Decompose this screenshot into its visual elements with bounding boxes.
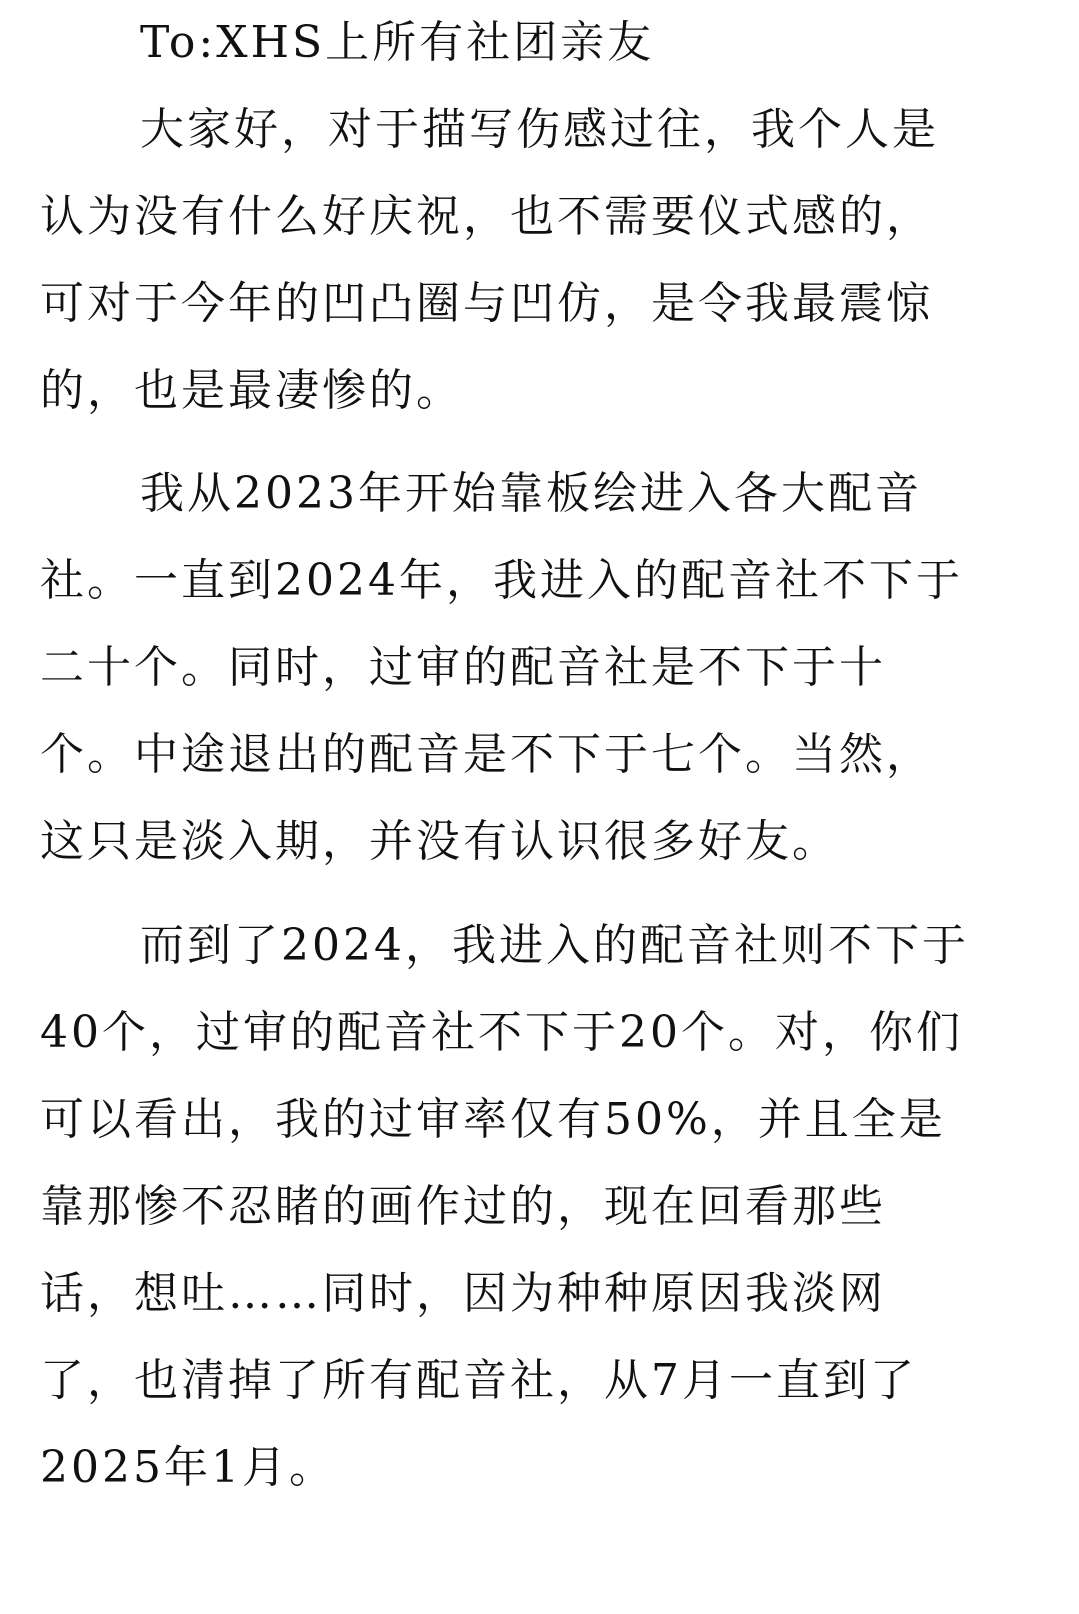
letter-salutation: To:XHS上所有社团亲友 xyxy=(140,17,655,68)
letter-line-10: 而到了2024，我进入的配音社则不下于 xyxy=(140,920,969,971)
letter-line-9: 这只是淡入期，并没有认识很多好友。 xyxy=(40,816,839,867)
letter-line-12: 可以看出，我的过审率仅有50%，并且全是 xyxy=(40,1094,946,1145)
letter-line-3: 可对于今年的凹凸圈与凹仿，是令我最震惊 xyxy=(40,278,933,329)
letter-line-13: 靠那惨不忍睹的画作过的，现在回看那些 xyxy=(40,1181,886,1232)
letter-line-15: 了，也清掉了所有配音社，从7月一直到了 xyxy=(40,1355,917,1406)
letter-line-2: 认为没有什么好庆祝，也不需要仪式感的， xyxy=(40,191,933,242)
letter-line-8: 个。中途退出的配音是不下于七个。当然， xyxy=(40,729,933,780)
letter-line-7: 二十个。同时，过审的配音社是不下于十 xyxy=(40,642,886,693)
letter-line-1: 大家好，对于描写伤感过往，我个人是 xyxy=(140,104,939,155)
letter-line-4: 的，也是最凄惨的。 xyxy=(40,365,463,416)
letter-line-11: 40个，过审的配音社不下于20个。对，你们 xyxy=(40,1007,963,1058)
letter-line-14: 话，想吐……同时，因为种种原因我淡网 xyxy=(40,1268,886,1319)
letter-line-6: 社。一直到2024年，我进入的配音社不下于 xyxy=(40,555,963,606)
letter-line-16: 2025年1月。 xyxy=(40,1442,336,1493)
letter-line-5: 我从2023年开始靠板绘进入各大配音 xyxy=(140,468,922,519)
